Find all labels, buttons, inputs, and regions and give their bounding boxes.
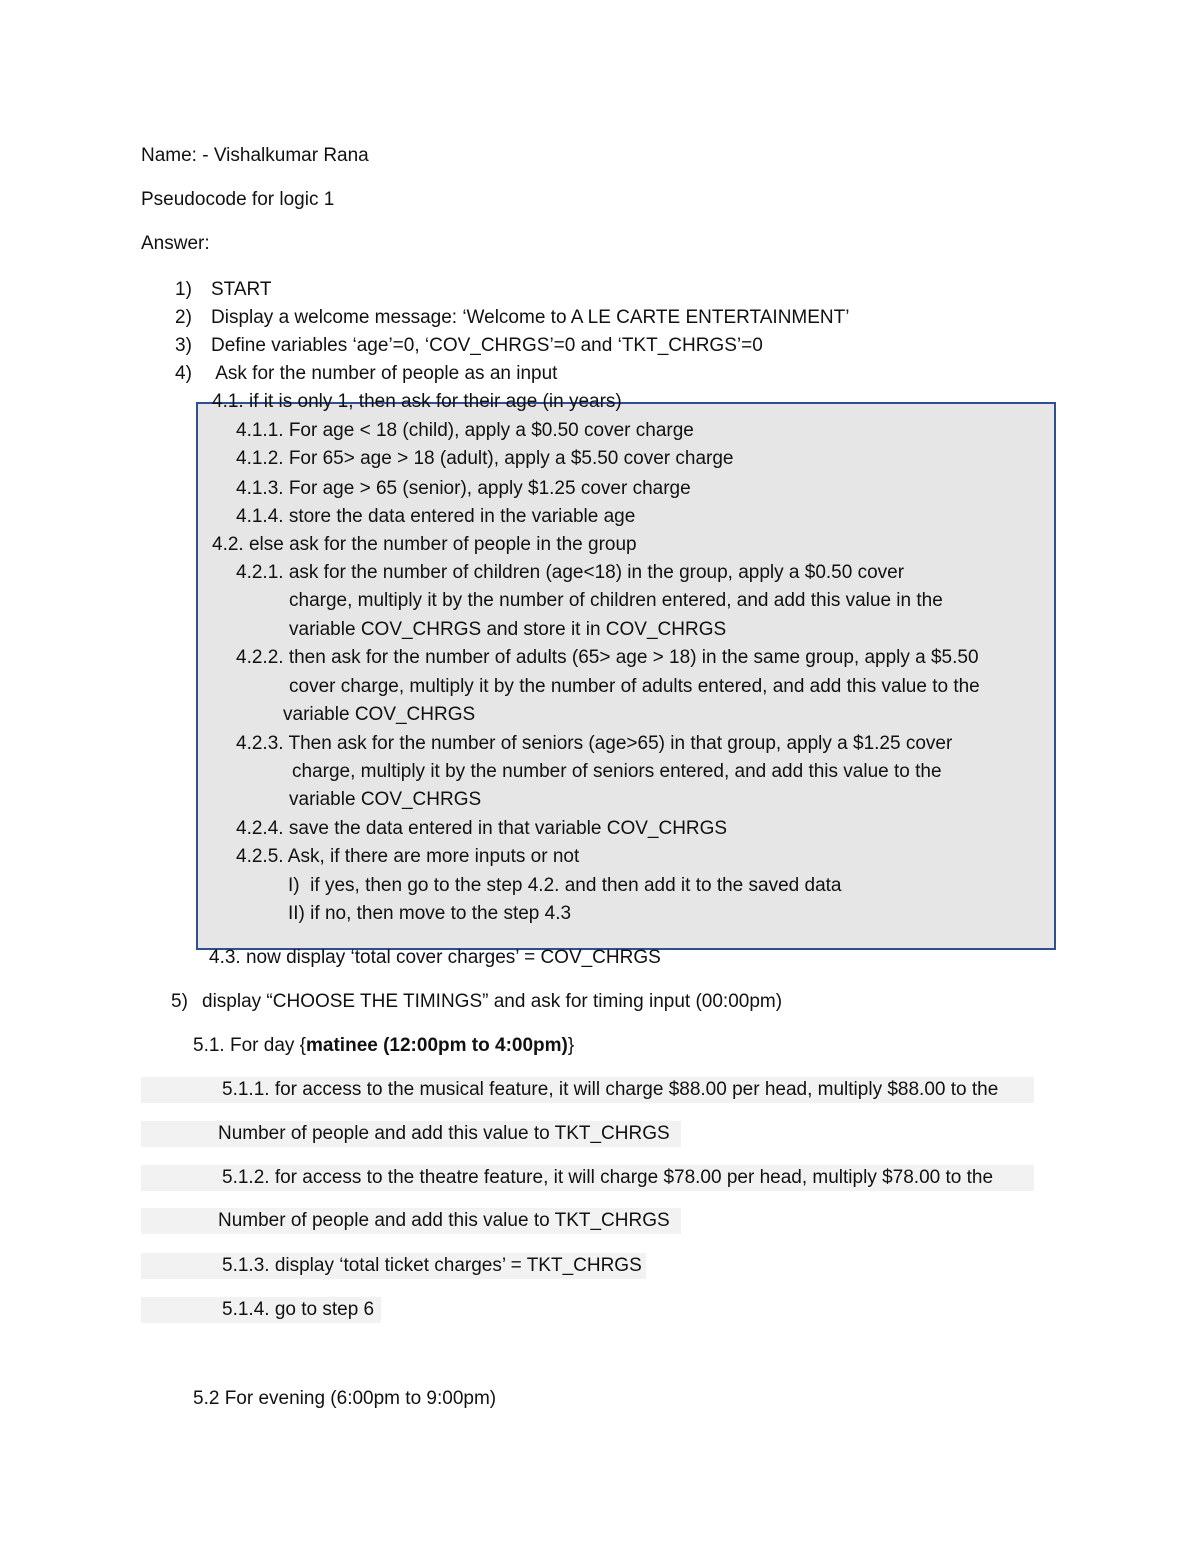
step-3 — [175, 335, 763, 357]
substep-5-1 — [193, 1035, 574, 1057]
substep-4-1-4: 4.1.4. store the data entered in the variable age — [236, 506, 636, 527]
step-text: display “CHOOSE THE TIMINGS” and ask for timing input (00:00pm) — [202, 991, 783, 1012]
substep-5-1-2: 5.1.2. for access to the theatre feature, it will charge $78.00 per head, multiply $78.00 to the — [222, 1167, 994, 1188]
answer-label: Answer: — [141, 233, 210, 254]
substep-4-1-3: 4.1.3. For age > 65 (senior), apply $1.25 cover charge — [236, 478, 691, 499]
step-text: Ask for the number of people as an input — [211, 363, 558, 384]
step-5 — [171, 991, 782, 1013]
substep-4-3: 4.3. now display ‘total cover charges’ = COV_CHRGS — [209, 947, 661, 968]
substep-4-2: 4.2. else ask for the number of people in the group — [212, 534, 637, 555]
substep-4-2-2-cont: variable COV_CHRGS — [283, 704, 476, 725]
substep-4-2-2-cont: cover charge, multiply it by the number of adults entered, and add this value to the — [289, 676, 980, 697]
substep-option-yes: I) if yes, then go to the step 4.2. and then add it to the saved data — [288, 875, 842, 896]
substep-4-2-2: 4.2.2. then ask for the number of adults (65> age > 18) in the same group, apply a $5.50 — [236, 647, 979, 668]
substep-5-1-2-cont: Number of people and add this value to TKT_CHRGS — [218, 1210, 670, 1231]
substep-4-2-1: 4.2.1. ask for the number of children (age<18) in the group, apply a $0.50 cover — [236, 562, 905, 583]
substep-5-1-3: 5.1.3. display ‘total ticket charges’ = TKT_CHRGS — [222, 1255, 642, 1276]
step-2 — [175, 307, 849, 329]
substep-suffix: } — [567, 1035, 575, 1056]
step-number: 2) — [175, 307, 192, 328]
matinee-label: matinee (12:00pm to 4:00pm) — [306, 1035, 568, 1056]
step-number: 1) — [175, 279, 192, 300]
document-title-line: Pseudocode for logic 1 — [141, 189, 335, 210]
author-name-line: Name: - Vishalkumar Rana — [141, 145, 369, 166]
substep-4-2-3: 4.2.3. Then ask for the number of seniors (age>65) in that group, apply a $1.25 cover — [236, 733, 953, 754]
substep-4-2-4: 4.2.4. save the data entered in that variable COV_CHRGS — [236, 818, 728, 839]
substep-4-2-5: 4.2.5. Ask, if there are more inputs or not — [236, 846, 580, 867]
substep-4-1: 4.1. if it is only 1, then ask for their age (in years) — [212, 391, 622, 412]
step-text: Define variables ‘age’=0, ‘COV_CHRGS’=0 and ‘TKT_CHRGS’=0 — [211, 335, 763, 356]
substep-prefix: 5.1. For day { — [193, 1035, 307, 1056]
substep-option-no: II) if no, then move to the step 4.3 — [288, 903, 572, 924]
substep-4-2-3-cont: variable COV_CHRGS — [289, 789, 482, 810]
substep-4-2-1-cont: variable COV_CHRGS and store it in COV_CHRGS — [289, 619, 727, 640]
substep-5-1-1: 5.1.1. for access to the musical feature, it will charge $88.00 per head, multiply $88.00 to the — [222, 1079, 999, 1100]
step-number: 3) — [175, 335, 192, 356]
step-4 — [175, 363, 557, 385]
substep-4-1-2: 4.1.2. For 65> age > 18 (adult), apply a $5.50 cover charge — [236, 448, 734, 469]
substep-4-2-1-cont: charge, multiply it by the number of children entered, and add this value in the — [289, 590, 943, 611]
step-1 — [175, 279, 272, 301]
step-text: START — [211, 279, 272, 300]
substep-5-2: 5.2 For evening (6:00pm to 9:00pm) — [193, 1388, 497, 1409]
substep-5-1-4: 5.1.4. go to step 6 — [222, 1299, 375, 1320]
substep-4-1-1: 4.1.1. For age < 18 (child), apply a $0.50 cover charge — [236, 420, 694, 441]
substep-4-2-3-cont: charge, multiply it by the number of seniors entered, and add this value to the — [292, 761, 942, 782]
step-text: Display a welcome message: ‘Welcome to A LE CARTE ENTERTAINMENT’ — [211, 307, 850, 328]
step-number: 4) — [175, 363, 192, 384]
step-number: 5) — [171, 991, 188, 1012]
substep-5-1-1-cont: Number of people and add this value to TKT_CHRGS — [218, 1123, 670, 1144]
